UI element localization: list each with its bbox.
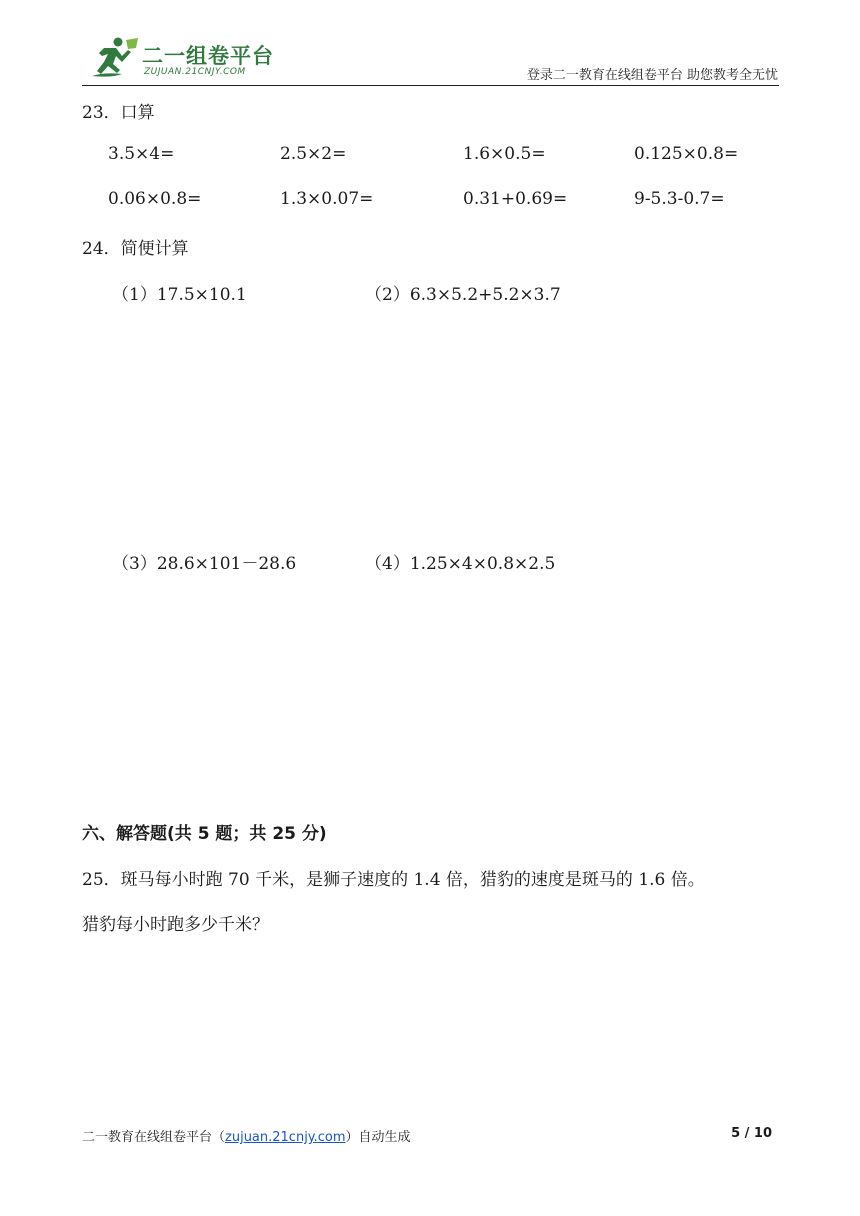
q23-item: 3.5×4= xyxy=(108,144,175,164)
runner-logo-icon xyxy=(82,36,140,80)
q24-item-1: （1）17.5×10.1 xyxy=(112,285,247,305)
footer-suffix: ）自动生成 xyxy=(345,1130,411,1145)
q24-item-4: （4）1.25×4×0.8×2.5 xyxy=(365,554,556,574)
q23-item: 0.06×0.8= xyxy=(108,189,202,209)
q25-line-2: 猎豹每小时跑多少千米？ xyxy=(82,915,269,935)
q23-item: 9-5.3-0.7= xyxy=(634,189,725,209)
q24-item-2: （2）6.3×5.2+5.2×3.7 xyxy=(365,285,561,305)
logo-subtitle: ZUJUAN.21CNJY.COM xyxy=(144,67,246,77)
footer-prefix: 二一教育在线组卷平台（ xyxy=(82,1130,226,1145)
q24-title: 24．简便计算 xyxy=(82,239,189,259)
header-slogan: 登录二一教育在线组卷平台 助您教考全无忧 xyxy=(526,68,778,83)
logo-title: 二一组卷平台 xyxy=(142,44,274,68)
section-heading: 六、解答题(共 5 题；共 25 分) xyxy=(82,824,327,844)
q23-item: 0.125×0.8= xyxy=(634,144,739,164)
q23-item: 0.31+0.69= xyxy=(463,189,568,209)
footer-source xyxy=(82,1126,411,1145)
q23-title: 23．口算 xyxy=(82,103,155,123)
header-divider xyxy=(82,85,779,86)
q23-item: 1.3×0.07= xyxy=(280,189,374,209)
q24-item-3: （3）28.6×101－28.6 xyxy=(112,554,297,574)
page-number: 5 / 10 xyxy=(731,1126,772,1141)
q23-item: 1.6×0.5= xyxy=(463,144,546,164)
logo xyxy=(82,36,282,80)
q23-item: 2.5×2= xyxy=(280,144,347,164)
q25-line-1: 25．斑马每小时跑 70 千米，是狮子速度的 1.4 倍，猎豹的速度是斑马的 1.6 倍。 xyxy=(82,870,705,890)
footer-link[interactable]: zujuan.21cnjy.com xyxy=(225,1130,346,1145)
